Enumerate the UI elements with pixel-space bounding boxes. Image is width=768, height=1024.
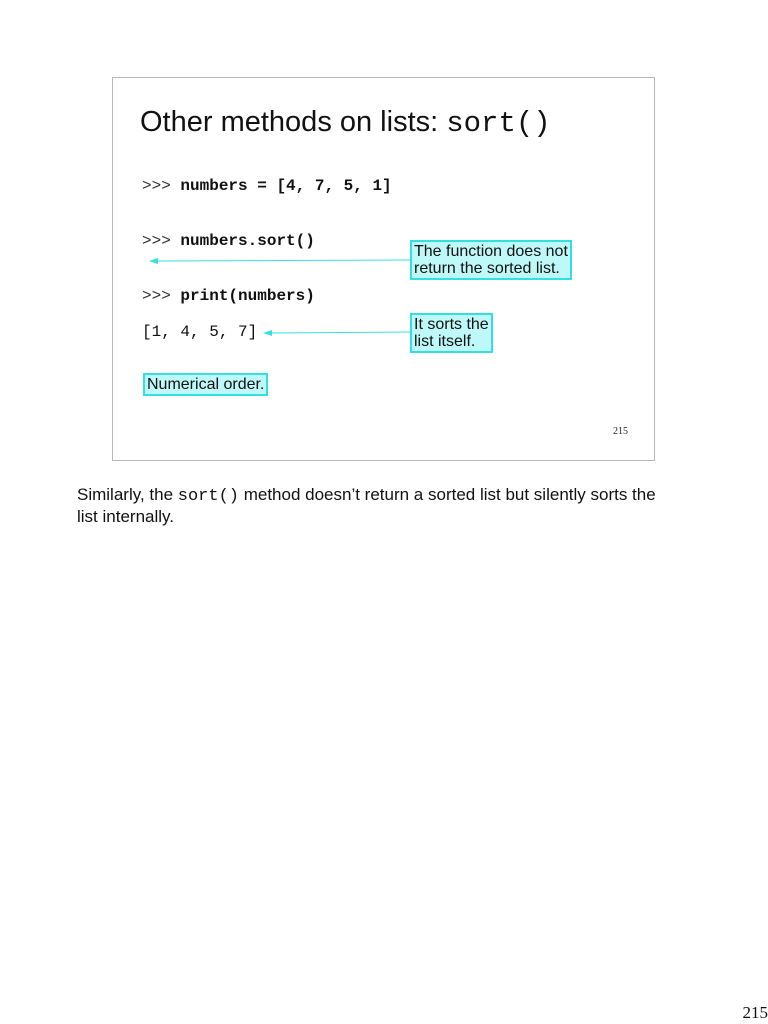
arrow-line-sorts [271, 332, 410, 333]
page-number: 215 [742, 1003, 768, 1022]
slide [112, 77, 655, 461]
callout-sorts-itself [410, 313, 493, 353]
arrow-line-function [157, 260, 410, 261]
caption-text: method doesn’t return a sorted list but silently sorts the list internally. [77, 485, 656, 526]
prompt: >>> [142, 177, 171, 195]
callout-line: return the sorted list. [414, 260, 560, 277]
callout-numerical-order [143, 373, 268, 396]
callout-line: It sorts the [414, 316, 489, 333]
slide-number: 215 [613, 426, 628, 437]
callout-line: The function does not [414, 243, 568, 260]
slide-title-text: Other methods on lists: [140, 106, 447, 138]
caption [77, 485, 677, 527]
command: numbers.sort() [180, 232, 315, 250]
callout-arrows [113, 78, 656, 462]
output-line: [1, 4, 5, 7] [142, 323, 258, 341]
caption-code: sort() [177, 487, 239, 506]
callout-line: list itself. [414, 333, 476, 350]
callout-function-does-not-return [410, 240, 572, 280]
callout-line: Numerical order. [147, 376, 265, 393]
prompt: >>> [142, 232, 171, 250]
command: numbers = [4, 7, 5, 1] [180, 177, 392, 195]
caption-text: Similarly, the [77, 485, 178, 504]
arrow-head-sorts [263, 330, 272, 336]
command: print(numbers) [180, 287, 315, 305]
slide-title-code: sort() [446, 107, 551, 140]
arrow-head-function [149, 258, 158, 264]
prompt: >>> [142, 287, 171, 305]
